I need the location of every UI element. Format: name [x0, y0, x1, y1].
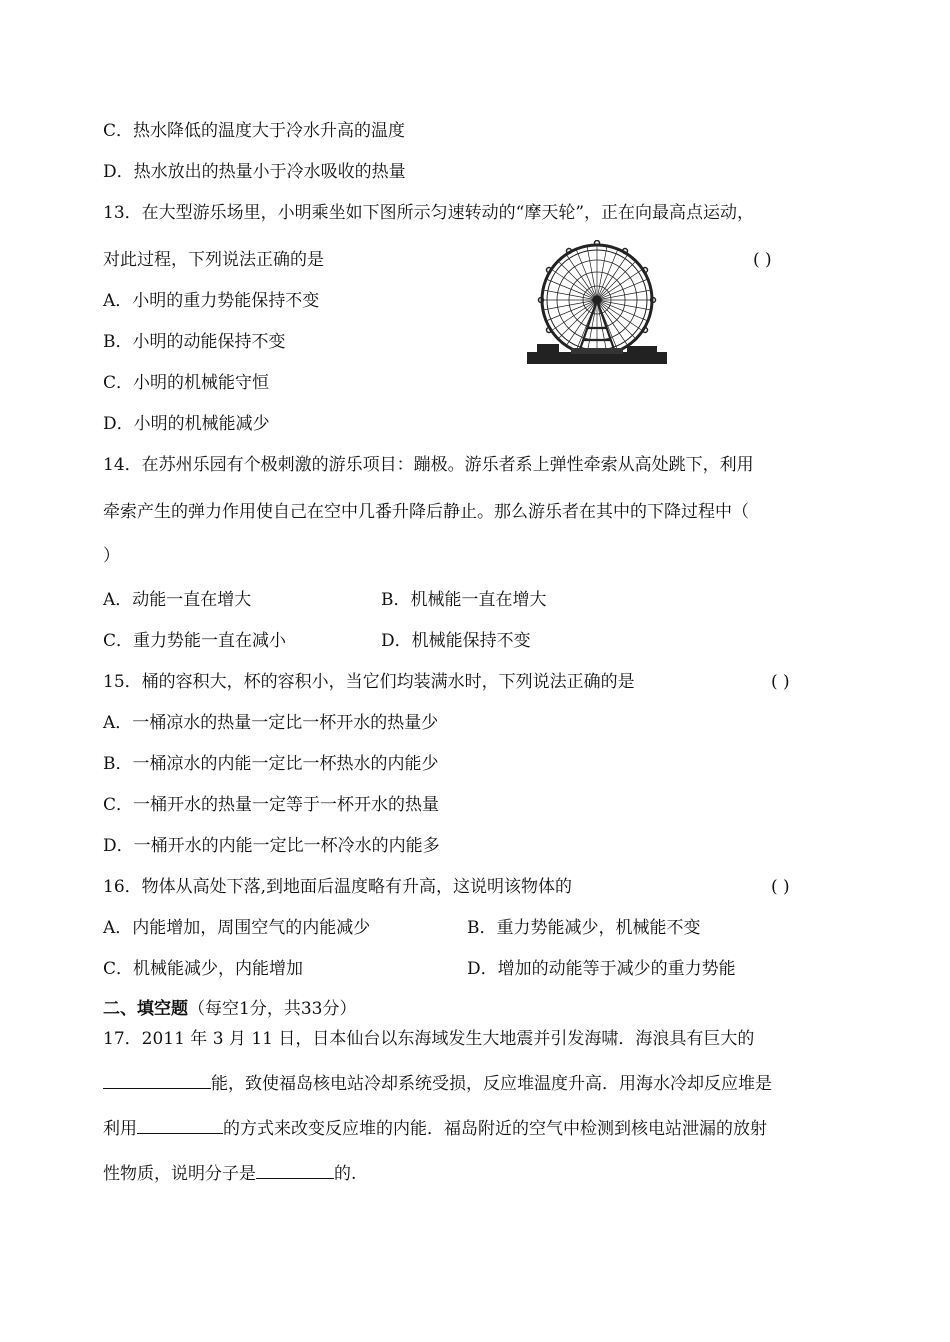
- q13-option-a: A．小明的重力势能保持不变: [103, 291, 320, 311]
- q13-answer-paren: ( ): [753, 250, 772, 270]
- q13-option-d: D．小明的机械能减少: [103, 414, 270, 434]
- q15-stem: 15．桶的容积大，杯的容积小，当它们均装满水时，下列说法正确的是: [103, 672, 635, 692]
- answer-blank-1[interactable]: [103, 1070, 211, 1089]
- q14-option-a: A．动能一直在增大: [103, 590, 252, 610]
- answer-blank-3[interactable]: [256, 1160, 334, 1179]
- q14-stem-line2: 牵索产生的弹力作用使自己在空中几番升降后静止。那么游乐者在其中的下降过程中（: [103, 502, 749, 522]
- q14-option-d: D．机械能保持不变: [381, 631, 531, 651]
- q13-option-c: C．小明的机械能守恒: [103, 373, 270, 393]
- q14-stem-line3: ）: [103, 546, 120, 566]
- q16-option-b: B．重力势能减少，机械能不变: [467, 918, 701, 938]
- q17-line2: 能，致使福岛核电站冷却系统受损，反应堆温度升高．用海水冷却反应堆是: [103, 1070, 772, 1095]
- q12-option-c: C．热水降低的温度大于冷水升高的温度: [103, 121, 406, 141]
- section-2-heading: [103, 998, 356, 1020]
- ferris-wheel-icon: [527, 240, 667, 364]
- q14-option-c: C．重力势能一直在减小: [103, 631, 287, 651]
- q16-stem: 16．物体从高处下落,到地面后温度略有升高，这说明该物体的: [103, 877, 573, 897]
- q13-option-b: B．小明的动能保持不变: [103, 332, 286, 352]
- q15-option-c: C．一桶开水的热量一定等于一杯开水的热量: [103, 795, 440, 815]
- q15-option-a: A．一桶凉水的热量一定比一杯开水的热量少: [103, 713, 439, 733]
- q14-stem-line1: 14．在苏州乐园有个极刺激的游乐项目：蹦极。游乐者系上弹性牵索从高处跳下，利用: [103, 455, 754, 475]
- q15-answer-paren: ( ): [771, 672, 790, 692]
- q13-stem-line1: 13．在大型游乐场里，小明乘坐如下图所示匀速转动的“摩天轮”，正在向最高点运动，: [103, 203, 755, 223]
- q17-line1: 17．2011 年 3 月 11 日，日本仙台以东海域发生大地震并引发海啸．海浪具有巨大的: [103, 1029, 755, 1049]
- q16-option-d: D．增加的动能等于减少的重力势能: [467, 959, 736, 979]
- section-2-note: （每空1分，共33分）: [188, 999, 357, 1019]
- q12-option-d: D．热水放出的热量小于冷水吸收的热量: [103, 162, 406, 182]
- q17-line4: 性物质，说明分子是 的.: [103, 1160, 356, 1185]
- q15-option-d: D．一桶开水的内能一定比一杯冷水的内能多: [103, 836, 440, 856]
- q15-option-b: B．一桶凉水的内能一定比一杯热水的内能少: [103, 754, 439, 774]
- q16-option-a: A．内能增加，周围空气的内能减少: [103, 918, 371, 938]
- answer-blank-2[interactable]: [137, 1115, 223, 1134]
- q14-option-b: B．机械能一直在增大: [381, 590, 547, 610]
- q16-option-c: C．机械能减少，内能增加: [103, 959, 304, 979]
- q13-stem-line2: 对此过程，下列说法正确的是: [103, 250, 324, 270]
- section-2-title: 二、填空题: [103, 999, 188, 1019]
- q16-answer-paren: ( ): [771, 877, 790, 897]
- q17-line3: 利用 的方式来改变反应堆的内能．福岛附近的空气中检测到核电站泄漏的放射: [103, 1115, 767, 1140]
